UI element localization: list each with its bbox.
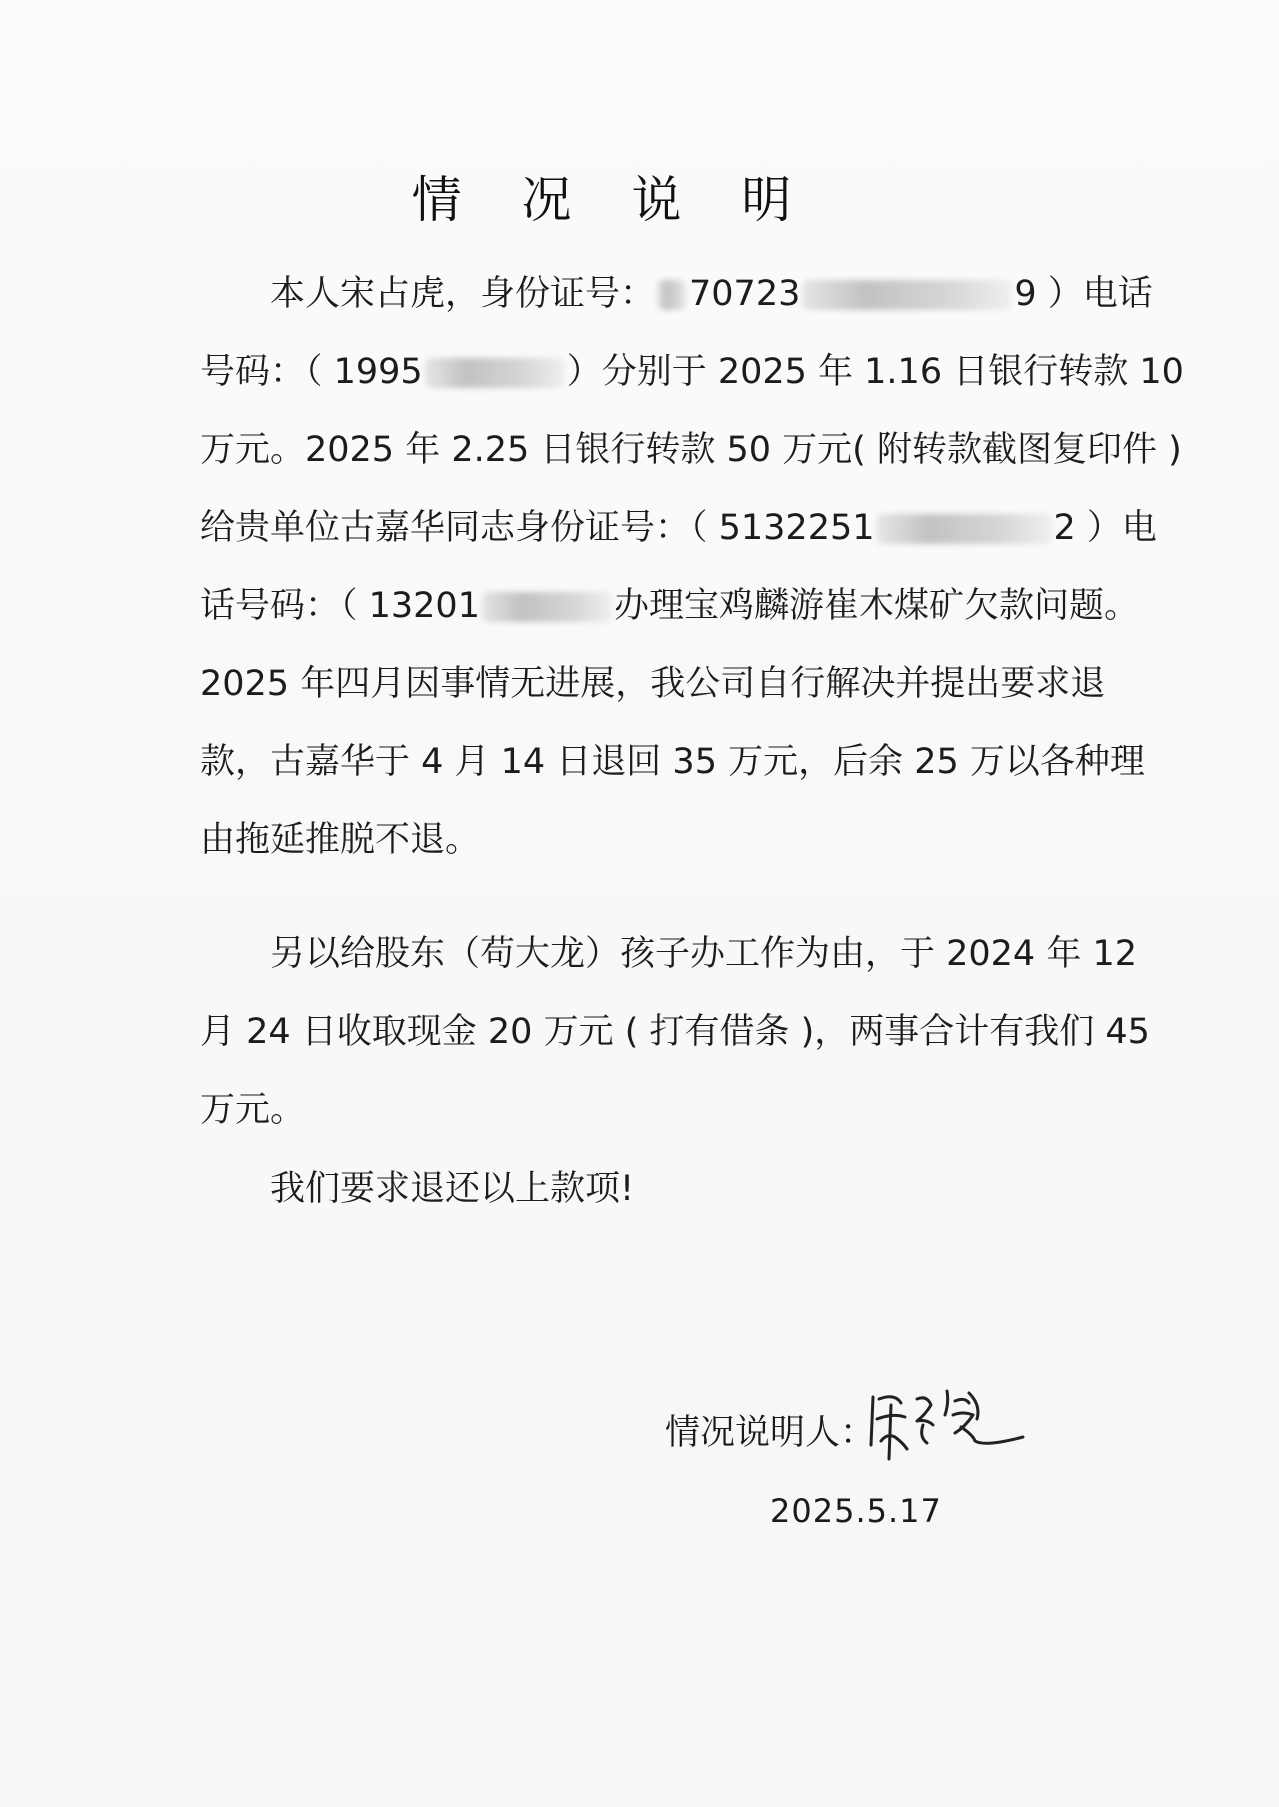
text-segment: 70723 (689, 274, 801, 314)
paragraph-1-line-7: 款，古嘉华于 4 月 14 日退回 35 万元，后余 25 万以各种理 (200, 742, 1145, 782)
redaction-blur (877, 514, 1052, 544)
paragraph-2-line-2: 月 24 日收取现金 20 万元 ( 打有借条 )，两事合计有我们 45 (200, 1012, 1150, 1052)
paragraph-1-line-1 (200, 255, 1153, 333)
paragraph-2-line-3: 万元。 (200, 1090, 306, 1130)
paragraph-1-line-6: 2025 年四月因事情无进展，我公司自行解决并提出要求退 (200, 664, 1106, 704)
paragraph-2 (200, 915, 1150, 1149)
text-segment: 办理宝鸡麟游崔木煤矿欠款问题。 (613, 586, 1139, 626)
paragraph-3 (200, 1150, 1090, 1228)
redaction-blur (657, 280, 687, 310)
redaction-blur (802, 280, 1012, 310)
paragraph-2-line-1: 另以给股东（苟大龙）孩子办工作为由，于 2024 年 12 (270, 934, 1137, 974)
paragraph-1-line-3: 万元。2025 年 2.25 日银行转款 50 万元( 附转款截图复印件 ) (200, 430, 1182, 470)
handwritten-signature-icon (865, 1385, 1030, 1465)
text-segment: 号码：（ 1995 (200, 352, 423, 392)
text-segment: ）分别于 2025 年 1.16 日银行转款 10 (566, 352, 1184, 392)
text-segment: 本人宋占虎，身份证号： (270, 274, 656, 314)
redaction-blur (482, 592, 612, 622)
paragraph-1 (200, 255, 1184, 879)
paragraph-1-line-2 (200, 333, 1184, 411)
text-segment: 话号码：（ 13201 (200, 586, 480, 626)
document-date: 2025.5.17 (770, 1492, 942, 1530)
text-segment: 9 ）电话 (1014, 274, 1153, 314)
paragraph-3-line-1: 我们要求退还以上款项! (270, 1169, 635, 1209)
text-segment: 给贵单位古嘉华同志身份证号：（ 5132251 (200, 508, 875, 548)
text-segment: 2 ）电 (1053, 508, 1157, 548)
paragraph-1-line-8: 由拖延推脱不退。 (200, 820, 481, 860)
document-title: 情 况 说 明 (411, 171, 814, 229)
signature-label: 情况说明人： (665, 1413, 876, 1453)
paragraph-1-line-5 (200, 567, 1139, 645)
paragraph-1-line-4 (200, 489, 1157, 567)
redaction-blur (425, 358, 565, 388)
